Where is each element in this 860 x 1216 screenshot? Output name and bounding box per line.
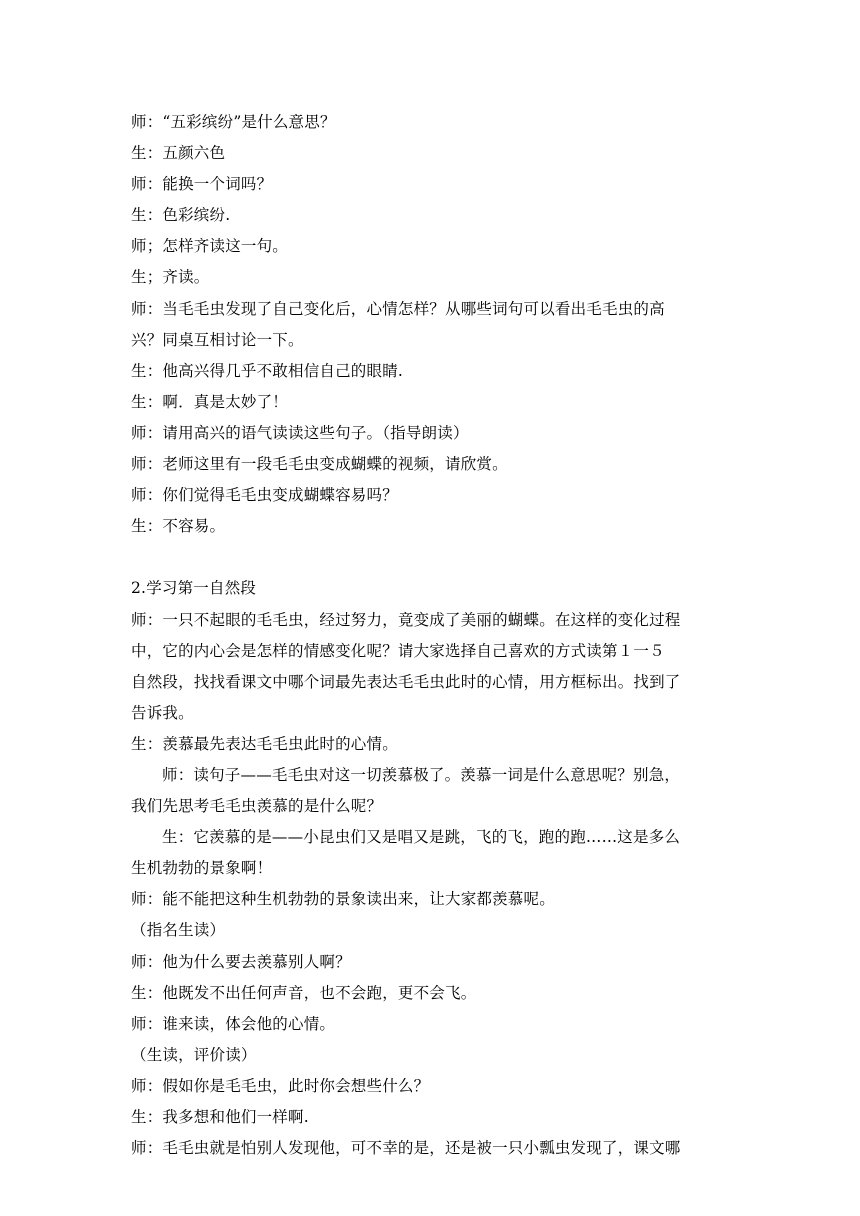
text-line: 师：能不能把这种生机勃勃的景象读出来，让大家都羡慕呢。 — [131, 890, 555, 909]
text-line: 师：能换一个词吗？ — [131, 175, 273, 194]
text-line: 师：假如你是毛毛虫，此时你会想些什么？ — [131, 1076, 430, 1095]
text-line: 师：他为什么要去羡慕别人啊？ — [131, 952, 351, 971]
text-line: 告诉我。 — [131, 703, 194, 722]
text-line: 师：一只不起眼的毛毛虫，经过努力，竟变成了美丽的蝴蝶。在这样的变化过程 — [131, 610, 681, 629]
text-line: （生读，评价读） — [131, 1045, 257, 1064]
text-line: 生；齐读。 — [131, 268, 210, 287]
paragraph-gap — [131, 542, 731, 573]
text-line: 自然段，找找看课文中哪个词最先表达毛毛虫此时的心情，用方框标出。找到了 — [131, 672, 681, 691]
text-line: 生：羡慕最先表达毛毛虫此时的心情。 — [131, 734, 398, 753]
text-line: 师：“五彩缤纷”是什么意思？ — [131, 113, 336, 131]
text-line: 师：毛毛虫就是怕别人发现他，可不幸的是，还是被一只小瓢虫发现了，课文哪 — [131, 1139, 681, 1158]
text-line: 兴？同桌互相讨论一下。 — [131, 330, 304, 349]
text-line: 生：五颜六色 — [131, 144, 226, 163]
section-heading: 2.学习第一自然段 — [131, 579, 257, 598]
text-line: 师；怎样齐读这一句。 — [131, 237, 289, 256]
text-line: 师：谁来读，体会他的心情。 — [131, 1014, 336, 1033]
text-line: 师：老师这里有一段毛毛虫变成蝴蝶的视频，请欣赏。 — [131, 455, 508, 474]
text-line: 生：色彩缤纷. — [131, 206, 231, 225]
text-line-indented: 生：它羡慕的是——小昆虫们又是唱又是跳，飞的飞，跑的跑……这是多么 — [162, 828, 681, 847]
text-line: 生：我多想和他们一样啊. — [131, 1108, 309, 1126]
text-line: 师：请用高兴的语气读读这些句子。（指导朗读） — [131, 423, 469, 442]
text-line: 生：不容易。 — [131, 517, 226, 536]
text-line: 生：他高兴得几乎不敢相信自己的眼睛. — [131, 361, 404, 380]
document-body — [131, 107, 731, 1164]
text-line: 生：他既发不出任何声音，也不会跑，更不会飞。 — [131, 983, 477, 1002]
text-line: 师：当毛毛虫发现了自己变化后，心情怎样？从哪些词句可以看出毛毛虫的高 — [131, 299, 665, 318]
text-line: （指名生读） — [131, 921, 226, 940]
text-line: 生机勃勃的景象啊！ — [131, 859, 273, 878]
text-line-indented: 师：读句子——毛毛虫对这一切羡慕极了。羡慕一词是什么意思呢？别急， — [162, 765, 681, 784]
text-line: 中，它的内心会是怎样的情感变化呢？请大家选择自己喜欢的方式读第１一５ — [131, 641, 665, 660]
text-line: 师：你们觉得毛毛虫变成蝴蝶容易吗？ — [131, 486, 398, 505]
text-line: 生：啊．真是太妙了！ — [131, 392, 289, 411]
text-line: 我们先思考毛毛虫羡慕的是什么呢？ — [131, 797, 383, 816]
